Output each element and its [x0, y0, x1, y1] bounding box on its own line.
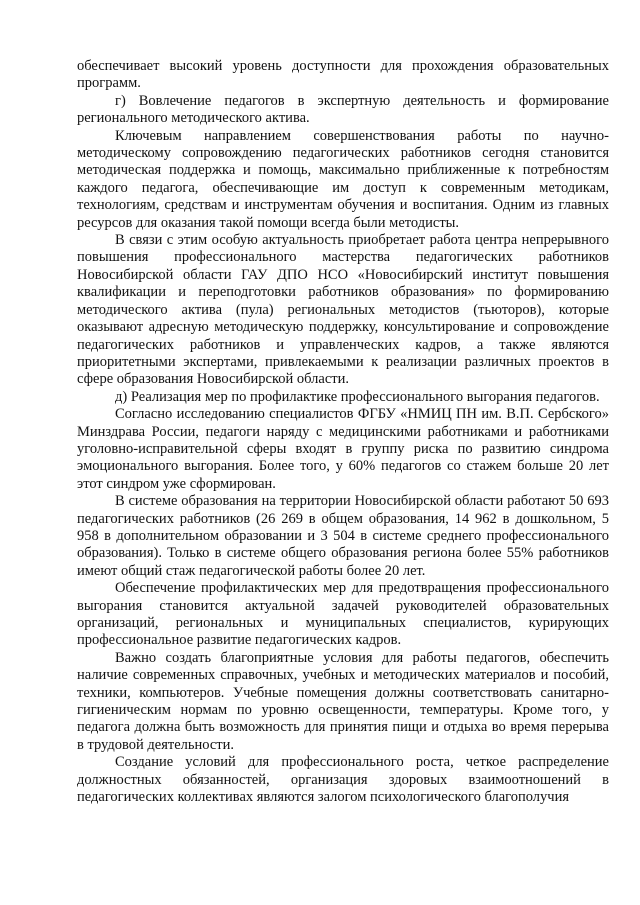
paragraph-continuation: обеспечивает высокий уровень доступности для прохождения образовательных программ.: [77, 58, 609, 92]
paragraph-item-g: г) Вовлечение педагогов в экспертную деятельность и формирование регионального методического актива.: [77, 92, 609, 127]
paragraph-tutors-center: В связи с этим особую актуальность приобретает работа центра непрерывного повышения профессионального мастерства педагогических работников Новосибирской области ГАУ ДПО НСО «Новосибирский институт повышения квалификации и переподготовки работников образования» по формированию методического актива (пула) региональных методистов (тьюторов), которые оказывают адресную методическую поддержку, консультирование и сопровождение педагогических работников и управленческих кадров, а также являются приоритетными экспертами, привлекаемыми к реализации различных проектов в сфере образования Новосибирской области.: [77, 232, 609, 388]
paragraph-statistics: В системе образования на территории Новосибирской области работают 50 693 педагогических работников (26 269 в общем образования, 14 962 в дошкольном, 5 958 в дополнительном образовании и 3 504 в системе среднего профессионального образования). Только в системе общего образования региона более 55% работников имеют общий стаж педагогической работы более 20 лет.: [77, 493, 609, 579]
paragraph-prevention: Обеспечение профилактических мер для предотвращения профессионального выгорания становится актуальной задачей руководителей образовательных организаций, региональных и муниципальных специалистов, курирующих профессиональное развитие педагогических кадров.: [77, 580, 609, 649]
paragraph-item-d: д) Реализация мер по профилактике профессионального выгорания педагогов.: [115, 388, 600, 405]
paragraph-growth: Создание условий для профессионального роста, четкое распределение должностных обязанностей, организация здоровых взаимоотношений в педагогических коллективах являются залогом психологического благополучия: [77, 754, 609, 806]
paragraph-burnout-study: Согласно исследованию специалистов ФГБУ «НМИЦ ПН им. В.П. Сербского» Минздрава России, педагоги наряду с медицинскими работниками и работниками уголовно-исправительной сферы входят в группу риска по развитию синдрома эмоционального выгорания. Более того, у 60% педагогов со стажем больше 20 лет этот синдром уже сформирован.: [77, 406, 609, 492]
paragraph-methodical-support: Ключевым направлением совершенствования работы по научно-методическому сопровождению педагогических работников сегодня становится методическая поддержка и помощь, максимально приближенные к потребностям каждого педагога, обеспечивающие им доступ к современным методикам, технологиям, средствам и инструментам обучения и воспитания. Одним из главных ресурсов для оказания такой помощи всегда были методисты.: [77, 127, 609, 231]
paragraph-conditions: Важно создать благоприятные условия для работы педагогов, обеспечить наличие современных справочных, учебных и методических материалов и пособий, техники, компьютеров. Учебные помещения должны соответствовать санитарно-гигиеническим нормам по уровню освещенности, температуры. Кроме того, у педагога должна быть возможность для принятия пищи и отдыха во время перерыва в трудовой деятельности.: [77, 649, 609, 753]
document-body: [77, 58, 609, 806]
